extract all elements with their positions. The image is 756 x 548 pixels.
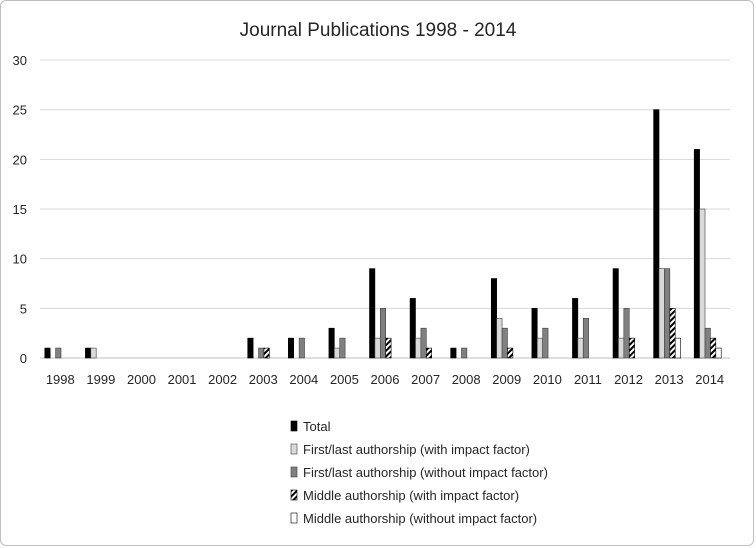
x-tick-label: 2008 [451,372,481,387]
legend-swatch [291,467,297,477]
x-tick-label: 2013 [654,372,684,387]
bar [415,338,420,358]
legend [291,419,548,526]
bar [375,338,380,358]
x-tick-label: 2014 [695,372,725,387]
bar [386,338,391,358]
bar [532,308,537,358]
y-tick-label: 5 [19,301,27,317]
legend-swatch [291,513,297,523]
legend-swatch [291,421,297,431]
x-tick-label: 2011 [573,372,602,387]
y-tick-label: 10 [12,251,27,267]
x-tick-label: 1999 [86,372,116,387]
x-axis [40,358,730,387]
bar [56,348,61,358]
bars-layer [45,110,721,358]
x-tick-label: 2006 [370,372,400,387]
legend-swatch [291,444,297,454]
bar [248,338,253,358]
bar [334,348,339,358]
legend-label: Middle authorship (with impact factor) [303,488,520,503]
bar [572,298,577,358]
bar [491,279,496,358]
bar [259,348,264,358]
bar [329,328,334,358]
bar [710,338,715,358]
bar [700,209,705,358]
bar [421,328,426,358]
x-tick-label: 2012 [614,372,643,387]
x-tick-label: 2005 [329,372,359,387]
y-tick-label: 0 [19,351,27,366]
x-tick-label: 2001 [167,372,197,387]
bar [618,338,623,358]
bar [537,338,542,358]
bar [654,110,659,358]
bar [670,308,675,358]
y-tick-label: 30 [12,53,27,68]
bar [45,348,50,358]
x-tick-label: 1998 [45,372,75,387]
bar [624,308,629,358]
bar [410,298,415,358]
y-axis [13,53,27,366]
x-tick-label: 2000 [127,372,156,387]
bar [583,318,588,358]
bar [370,269,375,358]
bar [659,269,664,358]
bar [461,348,466,358]
bar [629,338,634,358]
y-tick-label: 25 [12,102,27,118]
bar [543,328,548,358]
bar [664,269,669,358]
x-tick-label: 2002 [208,372,238,387]
grid-lines [40,60,730,308]
bar [264,348,269,358]
bar [380,308,385,358]
x-tick-label: 2007 [411,372,441,387]
x-tick-label: 2009 [492,372,522,387]
bar [340,338,345,358]
bar [675,338,680,358]
bar [705,328,710,358]
x-tick-label: 2004 [289,372,319,387]
bar [91,348,96,358]
y-tick-label: 20 [12,152,27,168]
legend-label: First/last authorship (without impact factor) [303,465,548,480]
bar [502,328,507,358]
chart-title: Journal Publications 1998 - 2014 [239,20,517,41]
legend-label: Total [303,419,331,434]
bar [613,269,618,358]
bar [85,348,90,358]
x-tick-label: 2003 [248,372,278,387]
y-tick-label: 15 [12,202,27,217]
bar [578,338,583,358]
bar [694,149,699,358]
bar [288,338,293,358]
legend-label: Middle authorship (without impact factor) [303,511,538,526]
bar [507,348,512,358]
bar [716,348,721,358]
legend-swatch [291,490,297,500]
bar [497,318,502,358]
bar [451,348,456,358]
x-tick-label: 2010 [532,372,562,387]
bar [299,338,304,358]
legend-label: First/last authorship (with impact factor) [303,442,530,457]
bar [426,348,431,358]
